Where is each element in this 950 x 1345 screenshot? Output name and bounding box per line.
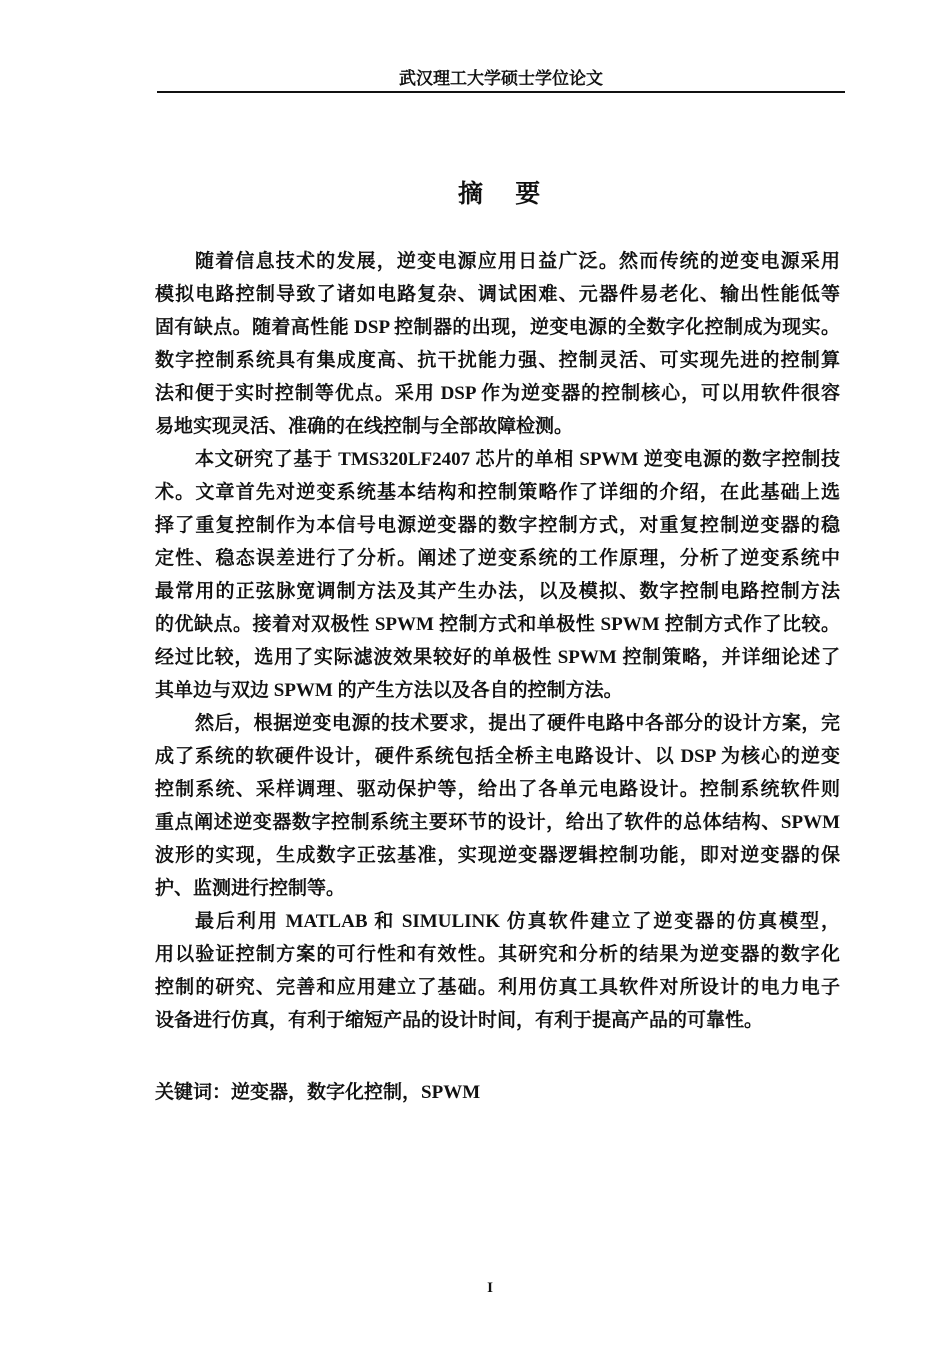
keywords-value: 逆变器，数字化控制，SPWM xyxy=(231,1082,481,1103)
abstract-line: 最后利用 MATLAB 和 SIMULINK 仿真软件建立了逆变器的仿真模型， xyxy=(195,911,840,932)
abstract-line: 固有缺点。随着高性能 DSP 控制器的出现，逆变电源的全数字化控制成为现实。 xyxy=(155,317,840,338)
abstract-line: 随着信息技术的发展，逆变电源应用日益广泛。然而传统的逆变电源采用 xyxy=(195,251,840,272)
abstract-line: 控制的研究、完善和应用建立了基础。利用仿真工具软件对所设计的电力电子 xyxy=(155,977,840,998)
abstract-line: 最常用的正弦脉宽调制方法及其产生办法，以及模拟、数字控制电路控制方法 xyxy=(155,581,840,602)
abstract-line: 易地实现灵活、准确的在线控制与全部故障检测。 xyxy=(155,416,574,437)
abstract-line: 法和便于实时控制等优点。采用 DSP 作为逆变器的控制核心，可以用软件很容 xyxy=(155,383,840,404)
abstract-paragraph-4 xyxy=(155,905,840,1037)
abstract-line: 控制系统、采样调理、驱动保护等，给出了各单元电路设计。控制系统软件则 xyxy=(155,779,840,800)
abstract-line: 本文研究了基于 TMS320LF2407 芯片的单相 SPWM 逆变电源的数字控制技 xyxy=(195,449,840,470)
abstract-heading: 摘 要 xyxy=(458,181,554,208)
keywords-label: 关键词： xyxy=(155,1082,232,1103)
abstract-line: 择了重复控制作为本信号电源逆变器的数字控制方式，对重复控制逆变器的稳 xyxy=(155,515,840,536)
abstract-line: 波形的实现，生成数字正弦基准，实现逆变器逻辑控制功能，即对逆变器的保 xyxy=(155,845,840,866)
abstract-paragraph-2 xyxy=(155,443,840,707)
abstract-line: 设备进行仿真，有利于缩短产品的设计时间，有利于提高产品的可靠性。 xyxy=(155,1010,764,1031)
abstract-line: 数字控制系统具有集成度高、抗干扰能力强、控制灵活、可实现先进的控制算 xyxy=(155,350,840,371)
abstract-line: 成了系统的软硬件设计，硬件系统包括全桥主电路设计、以 DSP 为核心的逆变 xyxy=(155,746,840,767)
abstract-line: 模拟电路控制导致了诸如电路复杂、调试困难、元器件易老化、输出性能低等 xyxy=(155,284,840,305)
abstract-line: 用以验证控制方案的可行性和有效性。其研究和分析的结果为逆变器的数字化 xyxy=(155,944,840,965)
page-number: I xyxy=(487,1280,493,1296)
abstract-line: 的优缺点。接着对双极性 SPWM 控制方式和单极性 SPWM 控制方式作了比较。 xyxy=(155,614,840,635)
abstract-line: 术。文章首先对逆变系统基本结构和控制策略作了详细的介绍，在此基础上选 xyxy=(155,482,840,503)
abstract-line: 重点阐述逆变器数字控制系统主要环节的设计，给出了软件的总体结构、SPWM xyxy=(155,812,840,833)
abstract-paragraph-1 xyxy=(155,245,840,443)
keywords xyxy=(155,1076,840,1109)
abstract-paragraph-3 xyxy=(155,707,840,905)
abstract-line: 定性、稳态误差进行了分析。阐述了逆变系统的工作原理，分析了逆变系统中 xyxy=(155,548,840,569)
abstract-line: 然后，根据逆变电源的技术要求，提出了硬件电路中各部分的设计方案，完 xyxy=(195,713,840,734)
abstract-line: 护、监测进行控制等。 xyxy=(155,878,346,899)
abstract-line: 其单边与双边 SPWM 的产生方法以及各自的控制方法。 xyxy=(155,680,623,701)
running-header: 武汉理工大学硕士学位论文 xyxy=(157,66,845,93)
abstract-line: 经过比较，选用了实际滤波效果较好的单极性 SPWM 控制策略，并详细论述了 xyxy=(155,647,840,668)
abstract-body xyxy=(155,245,840,1037)
